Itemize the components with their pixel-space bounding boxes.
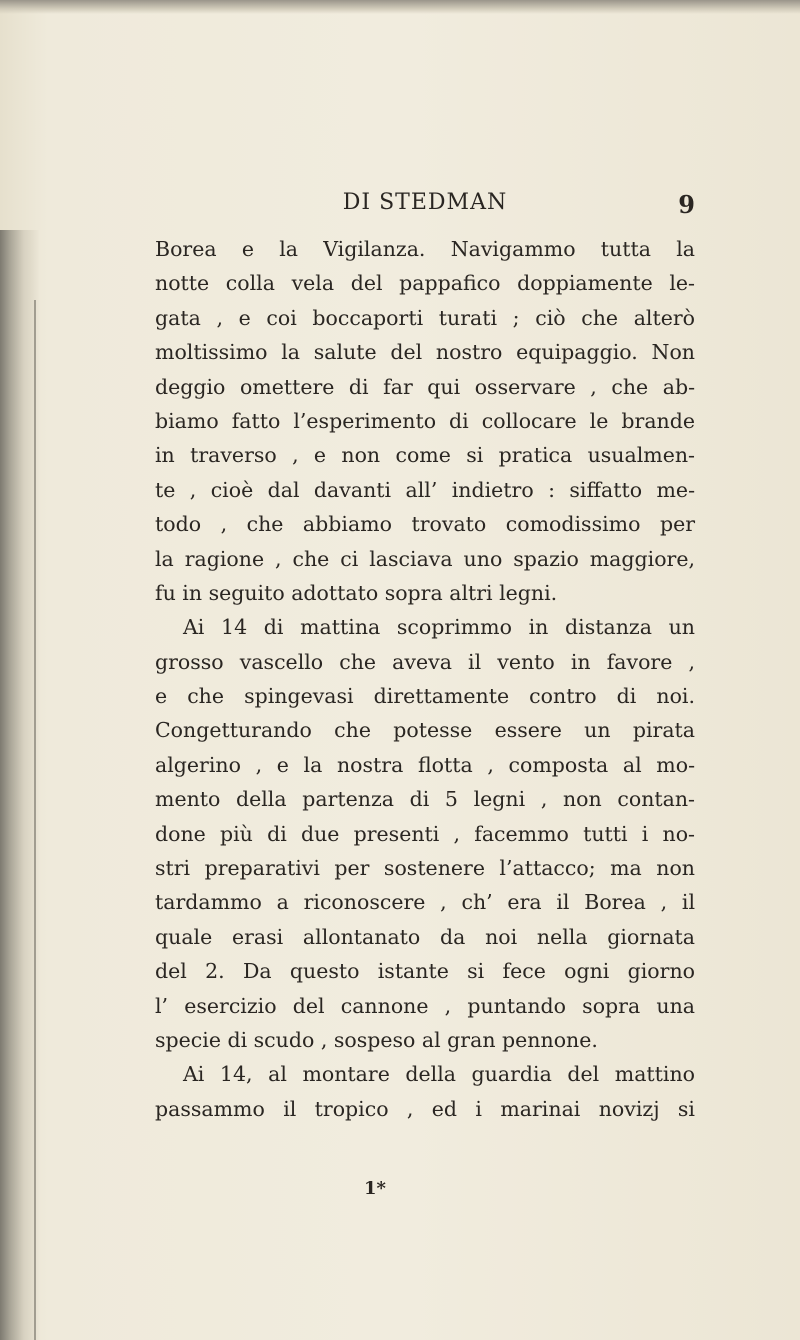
text-line: del 2. Da questo istante si fece ogni giorno xyxy=(155,959,695,984)
signature-mark: 1* xyxy=(364,1178,386,1199)
text-line: l’ esercizio del cannone , puntando sopra una xyxy=(155,993,695,1018)
page-number: 9 xyxy=(678,190,695,219)
text-line: todo , che abbiamo trovato comodissimo per xyxy=(155,512,695,537)
body-text xyxy=(155,232,695,1126)
text-line: moltissimo la salute del nostro equipaggio. Non xyxy=(155,340,695,365)
page-header xyxy=(155,188,695,222)
text-line: Congetturando che potesse essere un pirata xyxy=(155,718,695,743)
text-line: e che spingevasi direttamente contro di noi. xyxy=(155,684,695,709)
text-line: passammo il tropico , ed i marinai novizj si xyxy=(155,1096,695,1121)
text-line: tardammo a riconoscere , ch’ era il Borea , il xyxy=(155,890,695,915)
text-line: algerino , e la nostra flotta , composta al mo- xyxy=(155,752,695,777)
text-line: mento della partenza di 5 legni , non contan- xyxy=(155,787,695,812)
text-line: te , cioè dal davanti all’ indietro : siffatto me- xyxy=(155,477,695,502)
text-line: deggio omettere di far qui osservare , che ab- xyxy=(155,374,695,399)
text-line: stri preparativi per sostenere l’attacco; ma non xyxy=(155,856,695,881)
text-line: notte colla vela del pappafico doppiamente le- xyxy=(155,271,695,296)
running-head: DI STEDMAN xyxy=(342,190,508,215)
page-top-shadow xyxy=(0,0,800,14)
text-line: done più di due presenti , facemmo tutti i no- xyxy=(155,821,695,846)
text-line: in traverso , e non come si pratica usualmen- xyxy=(155,443,695,468)
text-line: biamo fatto l’esperimento di collocare le brande xyxy=(155,408,695,433)
text-line: Ai 14, al montare della guardia del mattino xyxy=(183,1062,695,1087)
text-line: fu in seguito adottato sopra altri legni. xyxy=(155,580,558,605)
text-line: Borea e la Vigilanza. Navigammo tutta la xyxy=(155,237,695,261)
text-line: la ragione , che ci lasciava uno spazio maggiore, xyxy=(155,546,695,571)
binding-line xyxy=(34,300,36,1340)
text-line: Ai 14 di mattina scoprimmo in distanza un xyxy=(183,615,695,640)
text-line: grosso vascello che aveva il vento in favore , xyxy=(155,649,695,674)
text-line: gata , e coi boccaporti turati ; ciò che alterò xyxy=(155,305,695,330)
text-line: quale erasi allontanato da noi nella giornata xyxy=(155,924,695,949)
text-line: specie di scudo , sospeso al gran pennone. xyxy=(155,1027,598,1052)
